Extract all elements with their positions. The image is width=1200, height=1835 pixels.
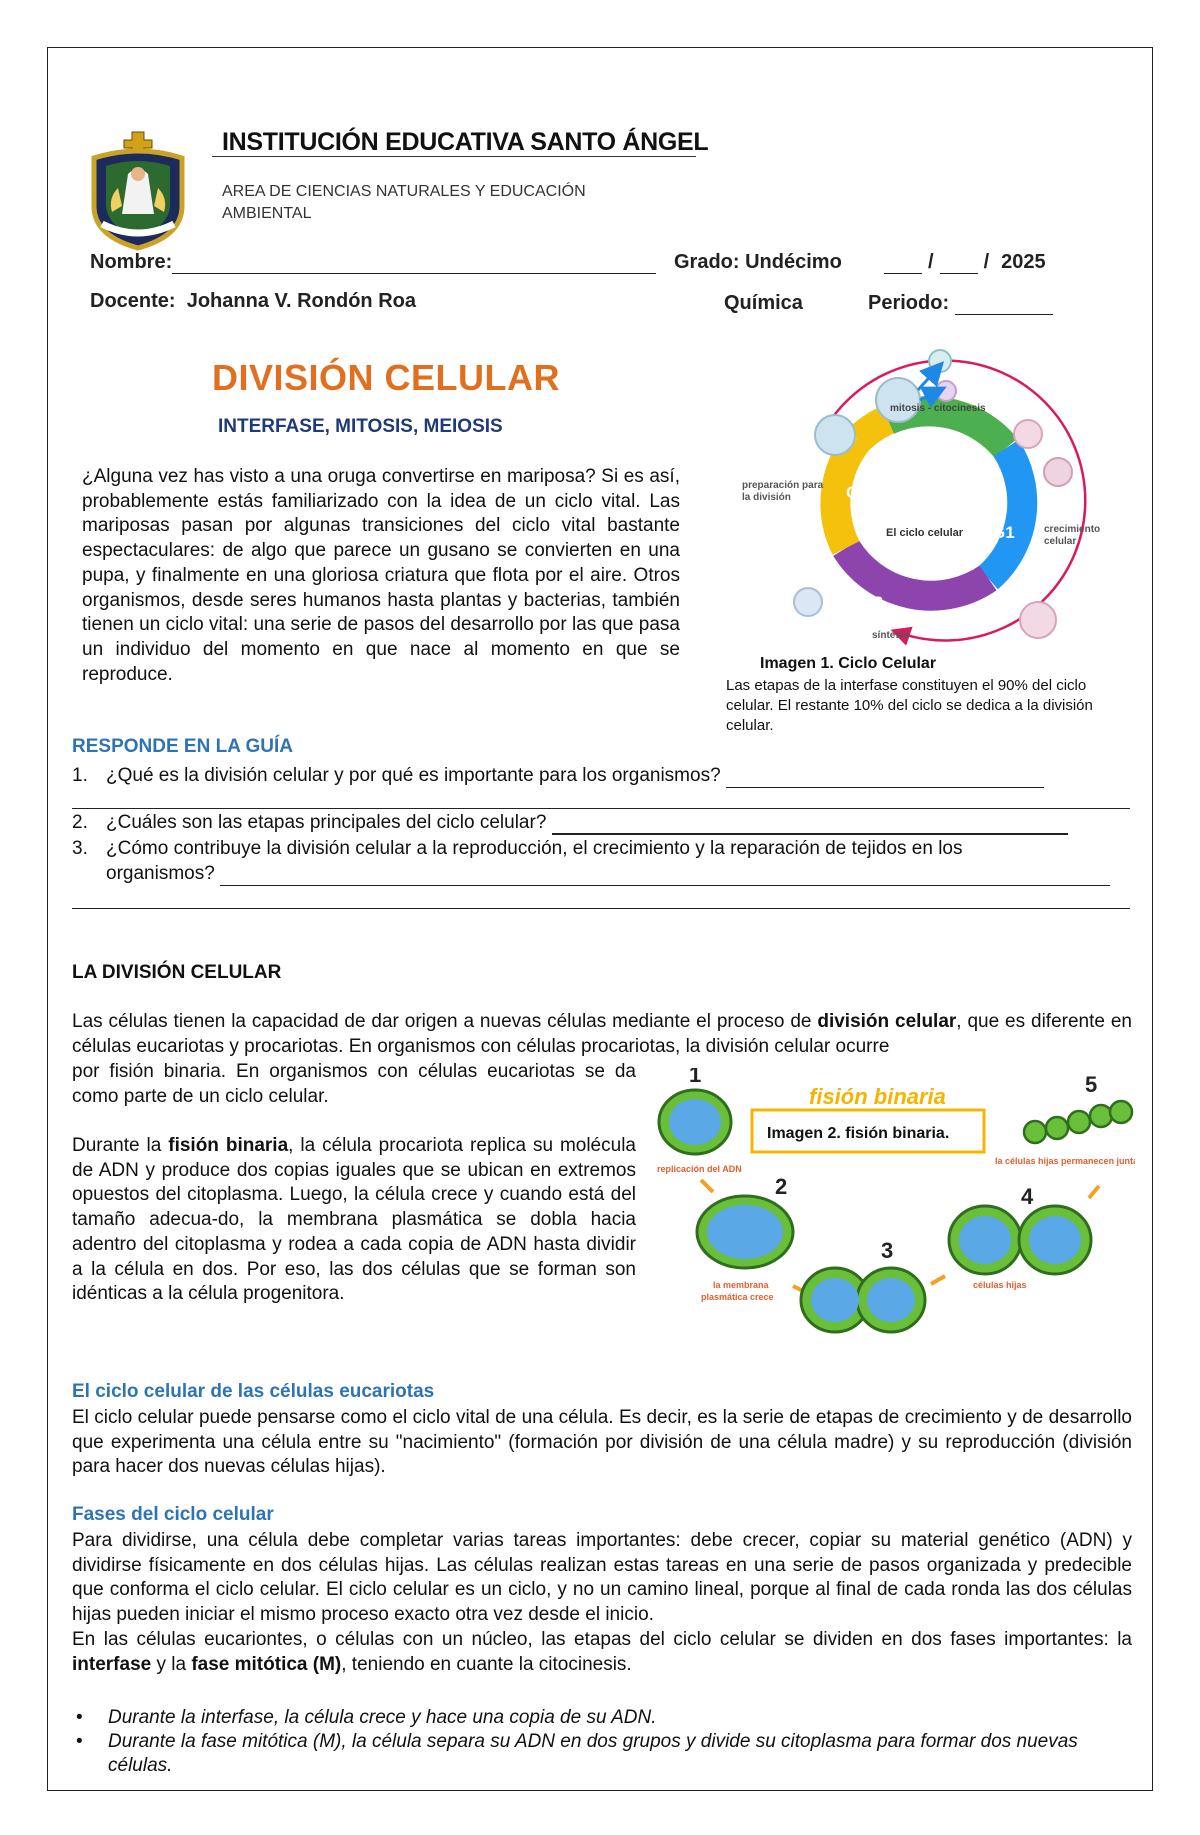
intro-paragraph: ¿Alguna vez has visto a una oruga convertirse en mariposa? Si es así, probablemente estás familiarizado con la idea de un ciclo vital. Las mariposas pasan por algunas transiciones del ciclo vital bastante espectaculares: de algo que parece un gusano se convierten en una pupa, y finalmente en una gloriosa criatura que flota por el aire. Otros organismos, desde seres humanos hasta plantas y bacterias, también tienen un ciclo vital: una serie de pasos del desarrollo por las que pasa un individuo del momento en que nace al momento en que se reproduce.: [82, 466, 680, 685]
label-preparacion-2: la división: [742, 492, 791, 503]
answer-line[interactable]: [72, 808, 1130, 809]
responde-heading: RESPONDE EN LA GUÍA: [72, 736, 293, 757]
ciclo-heading: El ciclo celular de las células eucariotas: [72, 1381, 435, 1402]
bold-term: fisión binaria: [168, 1135, 289, 1156]
fases-bullet-list: [72, 1706, 1132, 1778]
bullet-item: • Durante la fase mitótica (M), la célula separa su ADN en dos grupos y divide su citoplasma para formar dos nuevas células.: [72, 1730, 1132, 1778]
periodo-blank[interactable]: [955, 294, 1053, 315]
docente-label: Docente:: [90, 290, 176, 312]
step-3-number: 3: [881, 1238, 894, 1263]
year-text: 2025: [1001, 251, 1046, 273]
page-subtitle: INTERFASE, MITOSIS, MEIOSIS: [218, 416, 503, 437]
text-span: Las células tienen la capacidad de dar origen a nuevas células mediante el proceso de: [72, 1011, 818, 1032]
fases-paragraph: Para dividirse, una célula debe completar varias tareas importantes: debe crecer, copiar su material genético (ADN) y dividirse físicamente en dos células hijas. Las células realizan estas tareas en una serie de pasos organizada y predecible que conforma el ciclo celular. El ciclo celular es un ciclo, y no un camino lineal, porque al final de cada ronda las dos células hijas pueden iniciar el mismo proceso exacto otra vez desde el inicio.: [72, 1530, 1132, 1626]
page-title: DIVISIÓN CELULAR: [212, 357, 561, 398]
question-number: 3.: [72, 838, 88, 859]
question-text: ¿Cómo contribuye la división celular a la reproducción, el crecimiento y la reparación de tejidos en los: [106, 838, 963, 859]
date-separator: /: [983, 251, 990, 273]
text-span: , que es diferente en células eucariotas y procariotas. En organismos con células procariotas, la división celular ocurre: [72, 1011, 1132, 1057]
phase-g2-label: G2: [846, 483, 869, 502]
bold-term: interfase: [72, 1653, 152, 1675]
school-name: INSTITUCIÓN EDUCATIVA SANTO ÁNGEL: [222, 128, 709, 156]
step-4-number: 4: [1021, 1184, 1034, 1209]
label-mitosis: mitosis - citocinesis: [890, 403, 986, 414]
area-name: AREA DE CIENCIAS NATURALES Y EDUCACIÓN AMBIENTAL: [222, 183, 586, 222]
periodo-label: Periodo:: [868, 292, 950, 314]
phase-s-label: S: [872, 593, 884, 612]
question-text: organismos?: [106, 863, 215, 884]
label-crecimiento: crecimiento: [1044, 524, 1101, 535]
question-text: ¿Cuáles son las etapas principales del ciclo celular?: [106, 812, 547, 833]
fases-paragraph-2: [72, 1628, 1132, 1677]
label-juntas: la células hijas permanecen juntas: [995, 1156, 1135, 1166]
fases-heading: Fases del ciclo celular: [72, 1504, 274, 1525]
label-preparacion: preparación para: [742, 480, 824, 491]
label-sintesis: síntesis: [872, 630, 910, 641]
question-3-cont: [106, 862, 1136, 886]
docente-name: Johanna V. Rondón Roa: [186, 290, 416, 312]
date-separator: /: [928, 251, 934, 273]
question-1: [72, 764, 1132, 788]
periodo-row: [868, 292, 1053, 315]
school-crest-logo: [88, 128, 188, 252]
label-crecimiento-2: celular: [1044, 536, 1077, 547]
figure2-title: fisión binaria: [809, 1084, 946, 1109]
division-heading: LA DIVISIÓN CELULAR: [72, 962, 282, 983]
nombre-row: [90, 251, 656, 274]
step-1-number: 1: [689, 1068, 702, 1087]
question-2: [72, 811, 1142, 835]
label-membrana-2: plasmática crece: [701, 1292, 774, 1302]
question-number: 1.: [72, 765, 88, 786]
text-span: y la: [151, 1653, 192, 1675]
day-blank[interactable]: [884, 253, 922, 274]
text-span: En las células eucariontes, o células con un núcleo, las etapas del ciclo celular se dividen en dos fases importantes: la: [72, 1629, 1132, 1650]
answer-blank[interactable]: [726, 767, 1044, 788]
grado-label: Grado: Undécimo: [674, 251, 842, 273]
school-name-underline: [212, 156, 696, 157]
cell-cycle-figure: [738, 348, 1150, 658]
division-paragraph-2: [72, 1134, 636, 1307]
bold-term: fase mitótica (M): [191, 1653, 342, 1675]
phase-m-label: M: [918, 437, 933, 456]
label-replicacion: replicación del ADN: [657, 1164, 742, 1174]
ciclo-paragraph: El ciclo celular puede pensarse como el ciclo vital de una célula. Es decir, es la serie de etapas de crecimiento y de desarrollo que experimenta una célula entre su "nacimiento" (formación por división de una célula madre) y su reproducción (división para hacer dos nuevas células hijas).: [72, 1407, 1132, 1478]
step-2-number: 2: [775, 1174, 788, 1199]
nombre-label: Nombre:: [90, 251, 173, 273]
label-membrana: la membrana: [713, 1280, 769, 1290]
binary-fission-figure: [655, 1068, 1135, 1340]
label-center: El ciclo celular: [886, 527, 964, 539]
bold-term: división celular: [817, 1011, 957, 1032]
bullet-item: • Durante la interfase, la célula crece y hace una copia de su ADN.: [72, 1706, 1132, 1730]
text-span: , la célula procariota replica su molécula de ADN y produce dos copias iguales que se ubican en extremos opuestos del citoplasma. Luego, la célula crece y cuando está del tamaño adecua-do, la membrana plasmática se dobla hacia adentro del citoplasma y rodea a cada copia de ADN hasta dividir a la célula en dos. Por eso, las dos células que se forman son idénticas a la célula progenitora.: [72, 1135, 636, 1305]
text-span: , teniendo en cuante la citocinesis.: [341, 1653, 632, 1675]
division-paragraph-1: [72, 1010, 1132, 1059]
phase-g1-label: G1: [992, 523, 1015, 542]
date-row: [884, 251, 1046, 274]
docente-row: [90, 290, 416, 313]
division-paragraph-1-cont: por fisión binaria. En organismos con células eucariotas se da como parte de un ciclo celular.: [72, 1061, 636, 1107]
label-hijas: células hijas: [973, 1280, 1027, 1290]
text-span: Durante la: [72, 1135, 169, 1156]
nombre-blank[interactable]: [172, 253, 656, 274]
question-text: ¿Qué es la división celular y por qué es importante para los organismos?: [106, 765, 721, 786]
step-5-number: 5: [1085, 1072, 1098, 1097]
question-number: 2.: [72, 812, 88, 833]
figure2-caption: Imagen 2. fisión binaria.: [767, 1125, 950, 1142]
figure1-caption-title: Imagen 1. Ciclo Celular: [760, 655, 937, 672]
answer-blank[interactable]: [552, 813, 1068, 835]
subject-label: Química: [724, 292, 803, 314]
month-blank[interactable]: [940, 253, 978, 274]
answer-line[interactable]: [72, 908, 1130, 909]
question-3: [72, 837, 1132, 861]
figure1-caption-text: Las etapas de la interfase constituyen el 90% del ciclo celular. El restante 10% del ciclo se dedica a la división celular.: [726, 677, 1093, 734]
answer-blank[interactable]: [220, 865, 1110, 886]
